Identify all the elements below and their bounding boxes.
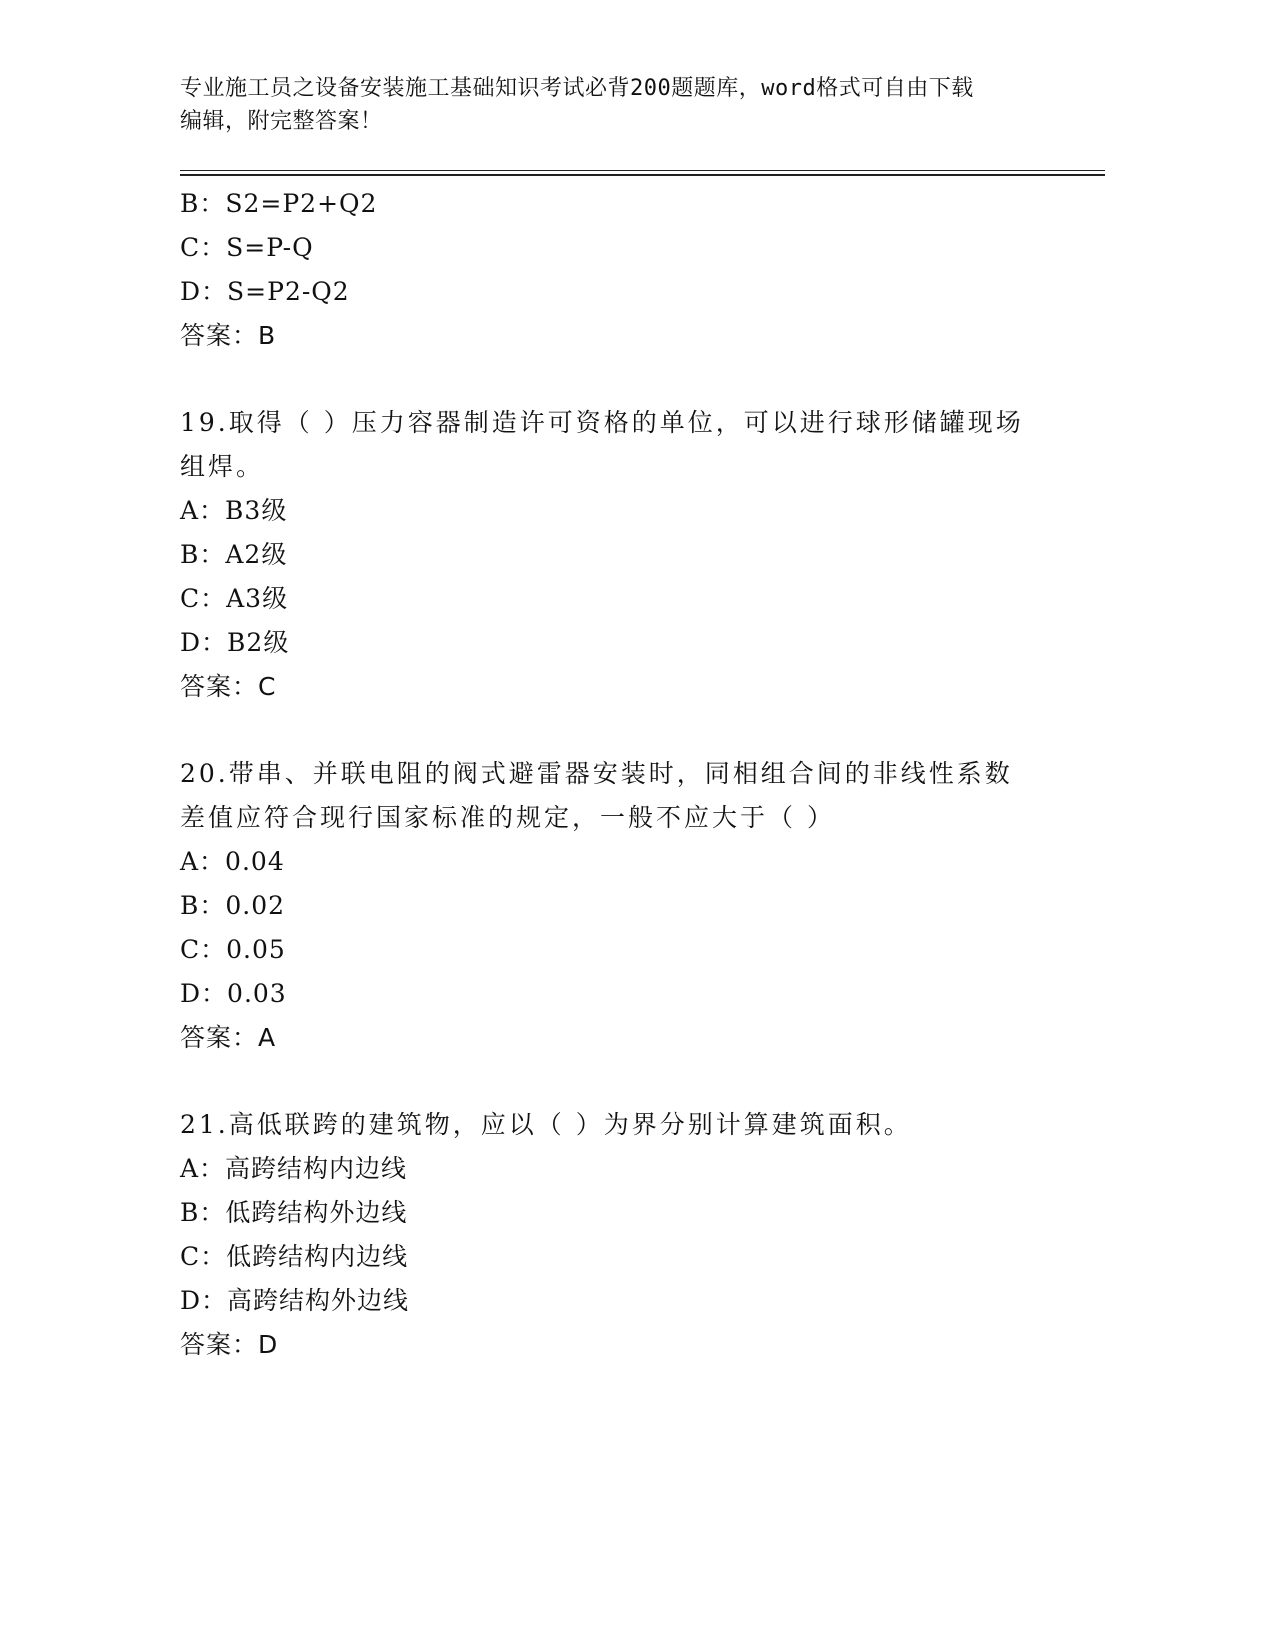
question-19 [180, 401, 1040, 709]
header-rule-thin [180, 170, 1105, 171]
option-b: B：S2=P2+Q2 [180, 189, 378, 218]
option-d: D：0.03 [180, 979, 287, 1008]
question-stem: 20.带串、并联电阻的阀式避雷器安装时，同相组合间的非线性系数差值应符合现行国家标准的规定，一般不应大于（ ） [180, 759, 1013, 832]
option-b: B：A2级 [180, 540, 288, 569]
option-c: C：低跨结构内边线 [180, 1242, 409, 1271]
question-20 [180, 752, 1040, 1060]
option-b: B：低跨结构外边线 [180, 1198, 408, 1227]
option-c: C：S=P-Q [180, 233, 314, 262]
option-b: B：0.02 [180, 891, 286, 920]
answer-line: 答案：B [180, 321, 277, 350]
header-line-2: 编辑，附完整答案！ [180, 109, 383, 134]
header-rule-thick [180, 174, 1105, 176]
option-c: C：0.05 [180, 935, 286, 964]
header-line-1: 专业施工员之设备安装施工基础知识考试必背200题题库，word格式可自由下载 [180, 76, 974, 101]
answer-line: 答案：A [180, 1023, 277, 1052]
option-d: D：高跨结构外边线 [180, 1286, 410, 1315]
question-list [180, 182, 1040, 1367]
question-stem: 19.取得（ ）压力容器制造许可资格的单位，可以进行球形储罐现场组焊。 [180, 408, 1024, 481]
document-header [180, 72, 1080, 138]
answer-line: 答案：D [180, 1330, 279, 1359]
option-c: C：A3级 [180, 584, 289, 613]
option-a: A：0.04 [180, 847, 285, 876]
option-a: A：B3级 [180, 496, 288, 525]
question-21 [180, 1103, 1040, 1367]
question-stem: 21.高低联跨的建筑物，应以（ ）为界分别计算建筑面积。 [180, 1110, 912, 1139]
answer-line: 答案：C [180, 672, 277, 701]
question-18-tail [180, 182, 1040, 358]
option-a: A：高跨结构内边线 [180, 1154, 408, 1183]
option-d: D：S=P2-Q2 [180, 277, 350, 306]
option-d: D：B2级 [180, 628, 290, 657]
